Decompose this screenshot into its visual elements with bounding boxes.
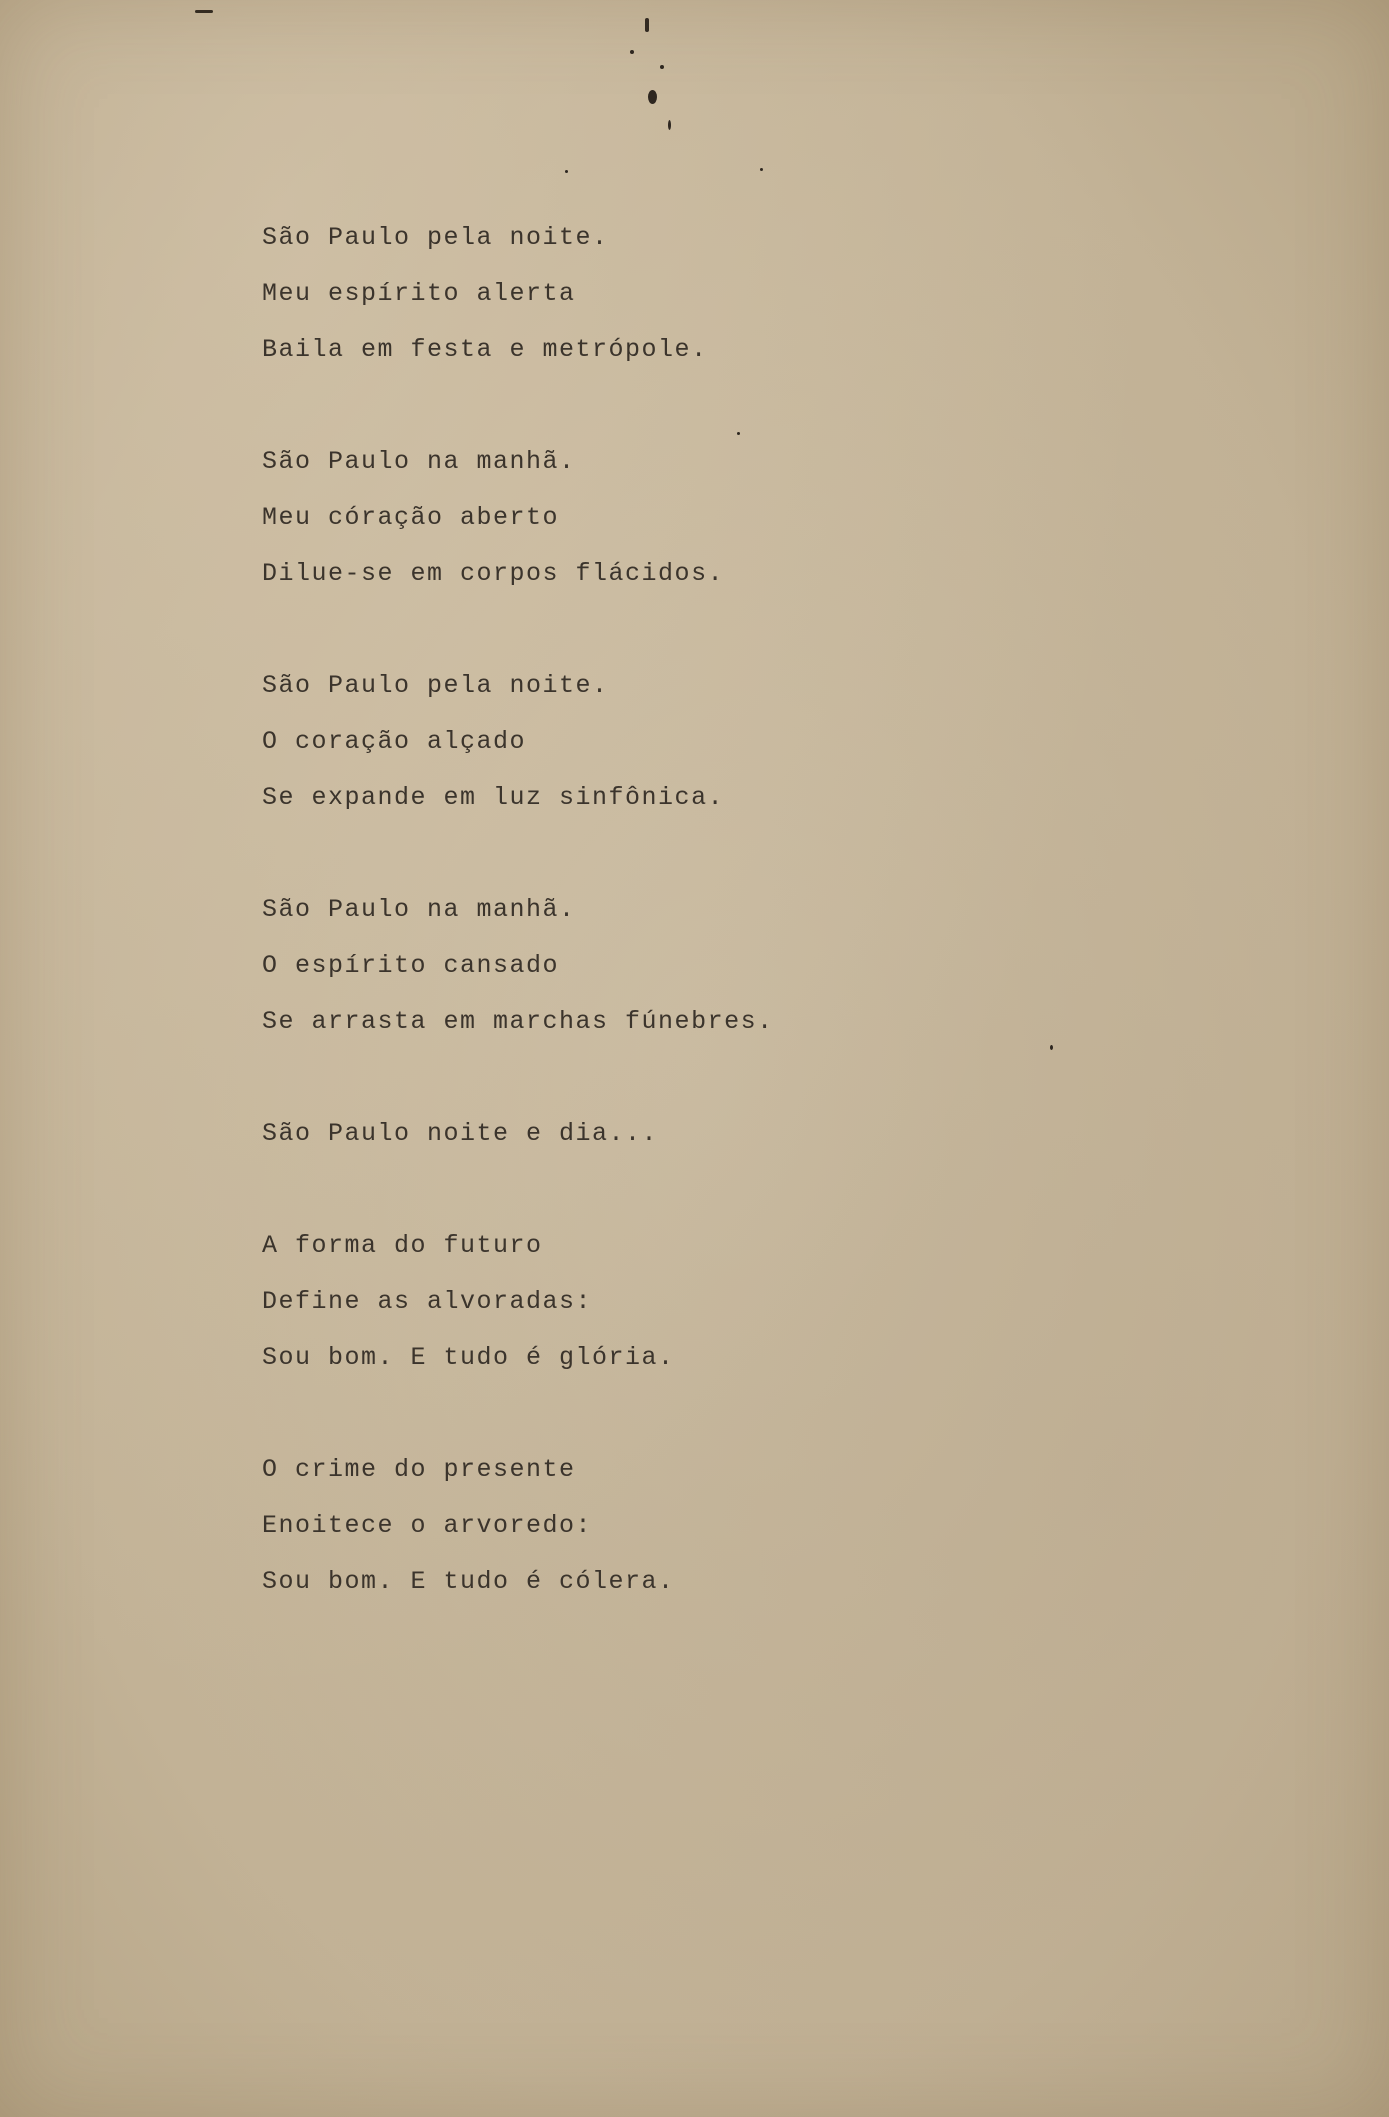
ink-speck — [195, 10, 213, 13]
stanza-5 — [262, 1106, 1162, 1162]
ink-speck — [668, 120, 671, 130]
poem-line: Se arrasta em marchas fúnebres. — [262, 1007, 774, 1036]
poem-line: São Paulo noite e dia... — [262, 1119, 659, 1148]
ink-speck — [760, 168, 763, 171]
stanza-2 — [262, 434, 1162, 602]
poem-line: O coração alçado — [262, 727, 527, 756]
poem-line: Se expande em luz sinfônica. — [262, 783, 725, 812]
poem-line: Baila em festa e metrópole. — [262, 335, 708, 364]
poem-line: Dilue-se em corpos flácidos. — [262, 559, 725, 588]
ink-speck — [565, 170, 568, 173]
poem-line: O espírito cansado — [262, 951, 560, 980]
poem-line: São Paulo pela noite. — [262, 223, 609, 252]
poem-line: Meu córação aberto — [262, 503, 560, 532]
poem-line: A forma do futuro — [262, 1231, 543, 1260]
stanza-6 — [262, 1218, 1162, 1386]
stanza-7 — [262, 1442, 1162, 1610]
poem-line: Sou bom. E tudo é cólera. — [262, 1567, 675, 1596]
stanza-1 — [262, 210, 1162, 378]
ink-speck — [660, 65, 664, 69]
poem-line: Sou bom. E tudo é glória. — [262, 1343, 675, 1372]
ink-speck — [630, 50, 634, 54]
poem-line: Define as alvoradas: — [262, 1287, 593, 1316]
ink-speck — [648, 90, 657, 104]
stanza-3 — [262, 658, 1162, 826]
poem — [262, 210, 1162, 1666]
poem-line: O crime do presente — [262, 1455, 576, 1484]
poem-line: São Paulo pela noite. — [262, 671, 609, 700]
poem-line: São Paulo na manhã. — [262, 447, 576, 476]
ink-speck — [645, 18, 649, 32]
stanza-4 — [262, 882, 1162, 1050]
poem-line: Enoitece o arvoredo: — [262, 1511, 593, 1540]
poem-line: Meu espírito alerta — [262, 279, 576, 308]
poem-line: São Paulo na manhã. — [262, 895, 576, 924]
